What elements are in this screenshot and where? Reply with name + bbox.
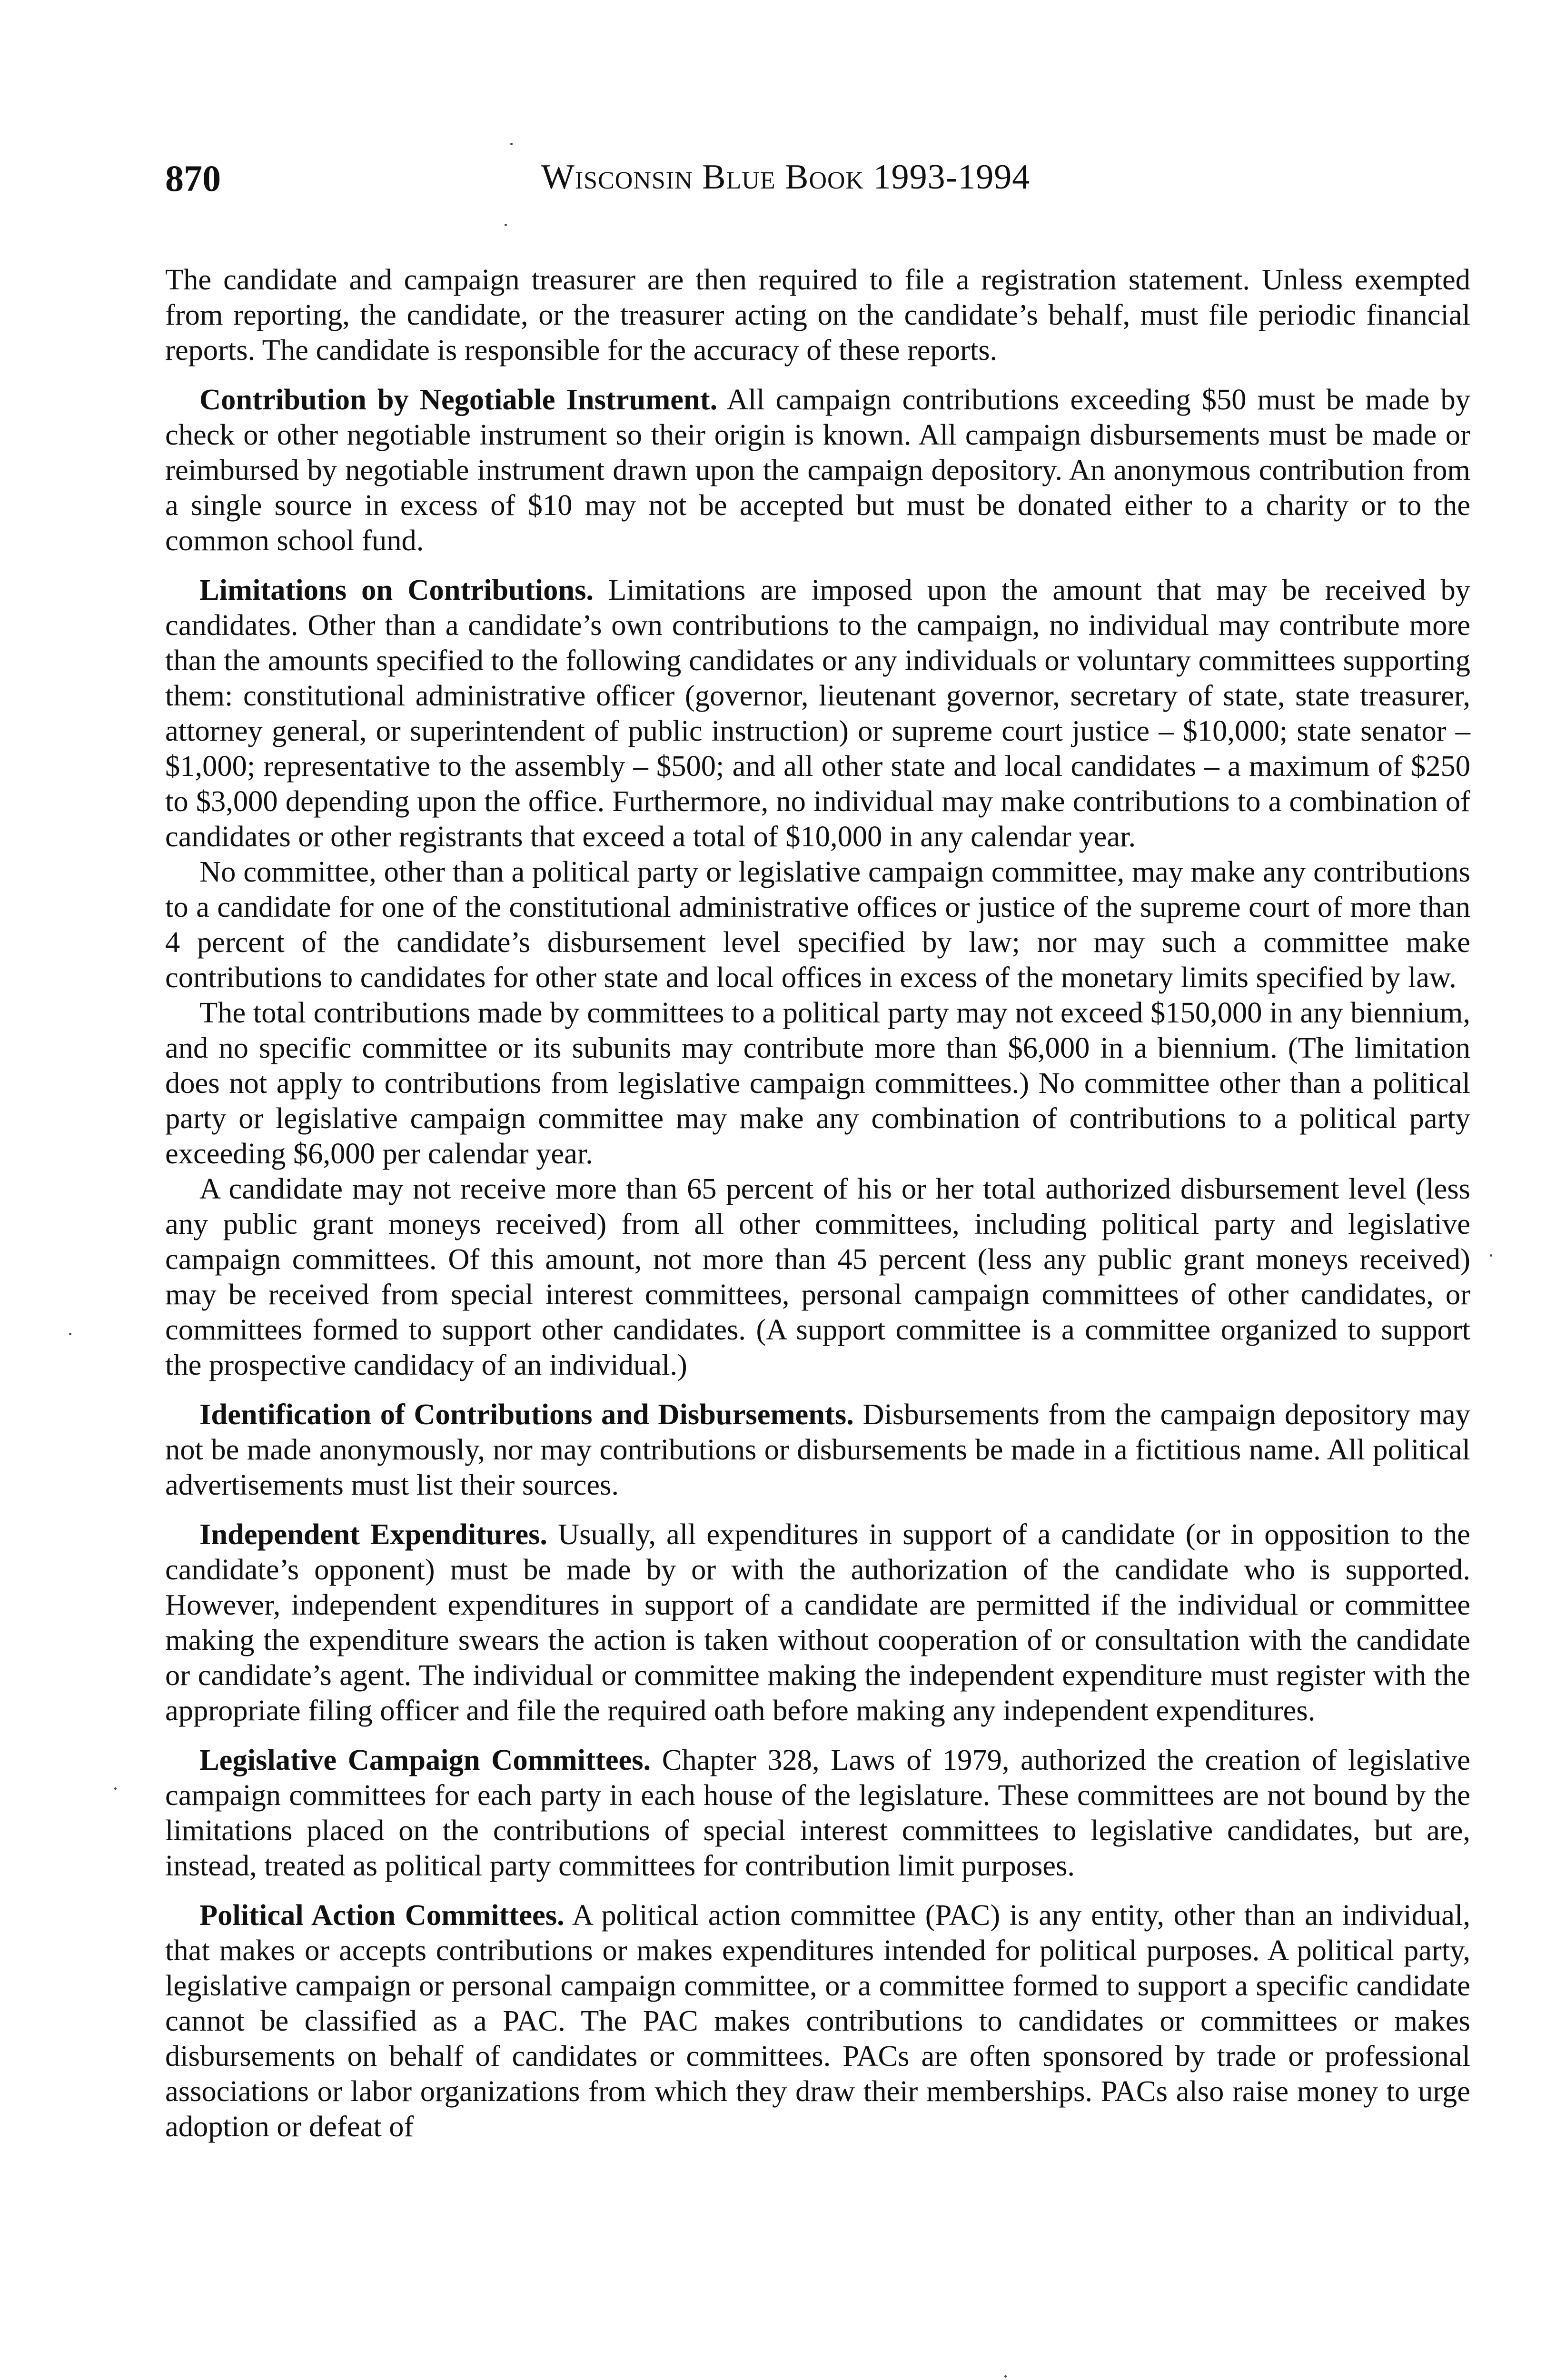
section-heading: Limitations on Contributions. (199, 573, 594, 606)
section-political-action-committees (165, 1897, 1470, 2144)
section-heading: Legislative Campaign Committees. (199, 1743, 651, 1776)
section-independent-expenditures (165, 1517, 1470, 1728)
section-heading: Contribution by Negotiable Instrument. (199, 383, 718, 416)
section-heading: Political Action Committees. (199, 1898, 565, 1932)
paragraph-text: Limitations are imposed upon the amount that may be received by candidates. Other than a candidate’s own contributions to the campaign, no individual may contribute more than the amounts specified to the following candidates or any individuals or voluntary committees supporting them: constitutional administrative officer (governor, lieutenant governor, secretary of state, state treasurer, attorney general, or superintendent of public instruction) or supreme court justice – $10,000; state senator – $1,000; representative to the assembly – $500; and all other state and local candidates – a maximum of $250 to $3,000 depending upon the office. Furthermore, no individual may make contributions to a combination of candidates or other registrants that exceed a total of $10,000 in any calendar year. (165, 573, 1471, 853)
paragraph-text: Chapter 328, Laws of 1979, authorized the creation of legislative campaign committees for each party in each house of the legislature. These committees are not bound by the limitations placed on the contributions of special interest committees to legislative candidates, but are, instead, treated as political party committees for contribution limit purposes. (165, 1743, 1470, 1882)
paragraph-text: No committee, other than a political party or legislative campaign committee, may make any contributions to a candidate for one of the constitutional administrative offices or justice of the supreme court of more than 4 percent of the candidate’s disbursement level specified by law; nor may such a committee make contributions to candidates for other state and local offices in excess of the monetary limits specified by law. (165, 855, 1470, 994)
paragraph-text: The total contributions made by committees to a political party may not exceed $150,000 in any biennium, and no specific committee or its subunits may contribute more than $6,000 in a biennium. (The limitation does not apply to contributions from legislative campaign committees.) No committee other than a political party or legislative campaign committee may make any combination of contributions to a political party exceeding $6,000 per calendar year. (165, 996, 1470, 1170)
paragraph-text: A political action committee (PAC) is any entity, other than an individual, that makes or accepts contributions or makes expenditures intended for political purposes. A political party, legislative campaign or personal campaign committee, or a committee formed to support a specific candidate cannot be classified as a PAC. The PAC makes contributions to candidates or committees or makes disbursements on behalf of candidates or committees. PACs are often sponsored by trade or professional associations or labor organizations from which they draw their memberships. PACs also raise money to urge adoption or defeat of (165, 1898, 1470, 2143)
section-identification-of-contributions (165, 1397, 1470, 1502)
scan-speck (510, 143, 513, 145)
section-contribution-by-negotiable-instrument (165, 382, 1470, 558)
section-legislative-campaign-committees (165, 1742, 1470, 1883)
document-page (165, 157, 1470, 2144)
page-number: 870 (165, 158, 221, 199)
paragraph-candidate-receipt-limits (165, 1171, 1470, 1382)
body-text (165, 262, 1470, 2144)
paragraph-registration (165, 262, 1470, 367)
paragraph-text: All campaign contributions exceeding $50 must be made by check or other negotiable instrument so their origin is known. All campaign disbursements must be made or reimbursed by negotiable instrument drawn upon the campaign depository. An anonymous contribution from a single source in excess of $10 may not be accepted but must be donated either to a charity or to the common school fund. (165, 383, 1471, 557)
scan-speck (114, 1787, 117, 1790)
paragraph-text: Disbursements from the campaign depository may not be made anonymously, nor may contributions or disbursements be made in a fictitious name. All political advertisements must list their sources. (165, 1398, 1470, 1501)
scan-speck (1004, 2375, 1007, 2378)
running-head (165, 157, 1470, 209)
section-limitations-on-contributions (165, 572, 1470, 854)
paragraph-party-contributions (165, 995, 1470, 1171)
book-title (541, 157, 1030, 198)
paragraph-text: A candidate may not receive more than 65 percent of his or her total authorized disbursement level (less any public grant moneys received) from all other committees, including political party and legislative campaign committees. Of this amount, not more than 45 percent (less any public grant moneys received) may be received from special interest committees, personal campaign committees of other candidates, or committees formed to support other candidates. (A support committee is a committee organized to support the prospective candidacy of an individual.) (165, 1172, 1470, 1381)
scan-speck (1490, 1254, 1492, 1257)
section-heading: Identification of Contributions and Disbursements. (199, 1398, 854, 1431)
section-heading: Independent Expenditures. (199, 1517, 548, 1551)
paragraph-text: The candidate and campaign treasurer are then required to file a registration statement. Unless exempted from reporting, the candidate, or the treasurer acting on the candidate’s behalf, must file periodic financial reports. The candidate is responsible for the accuracy of these reports. (165, 263, 1470, 367)
scan-speck (69, 1333, 71, 1335)
paragraph-committee-limits (165, 854, 1470, 995)
paragraph-text: Usually, all expenditures in support of a candidate (or in opposition to the candidate’s opponent) must be made by or with the authorization of the candidate who is supported. However, independent expenditures in support of a candidate are permitted if the individual or committee making the expenditure swears the action is taken without cooperation of or consultation with the candidate or candidate’s agent. The individual or committee making the independent expenditure must register with the appropriate filing officer and file the required oath before making any independent expenditures. (165, 1517, 1470, 1727)
book-title-text: Wisconsin Blue Book 1993-1994 (541, 158, 1031, 197)
scan-speck (505, 224, 507, 226)
